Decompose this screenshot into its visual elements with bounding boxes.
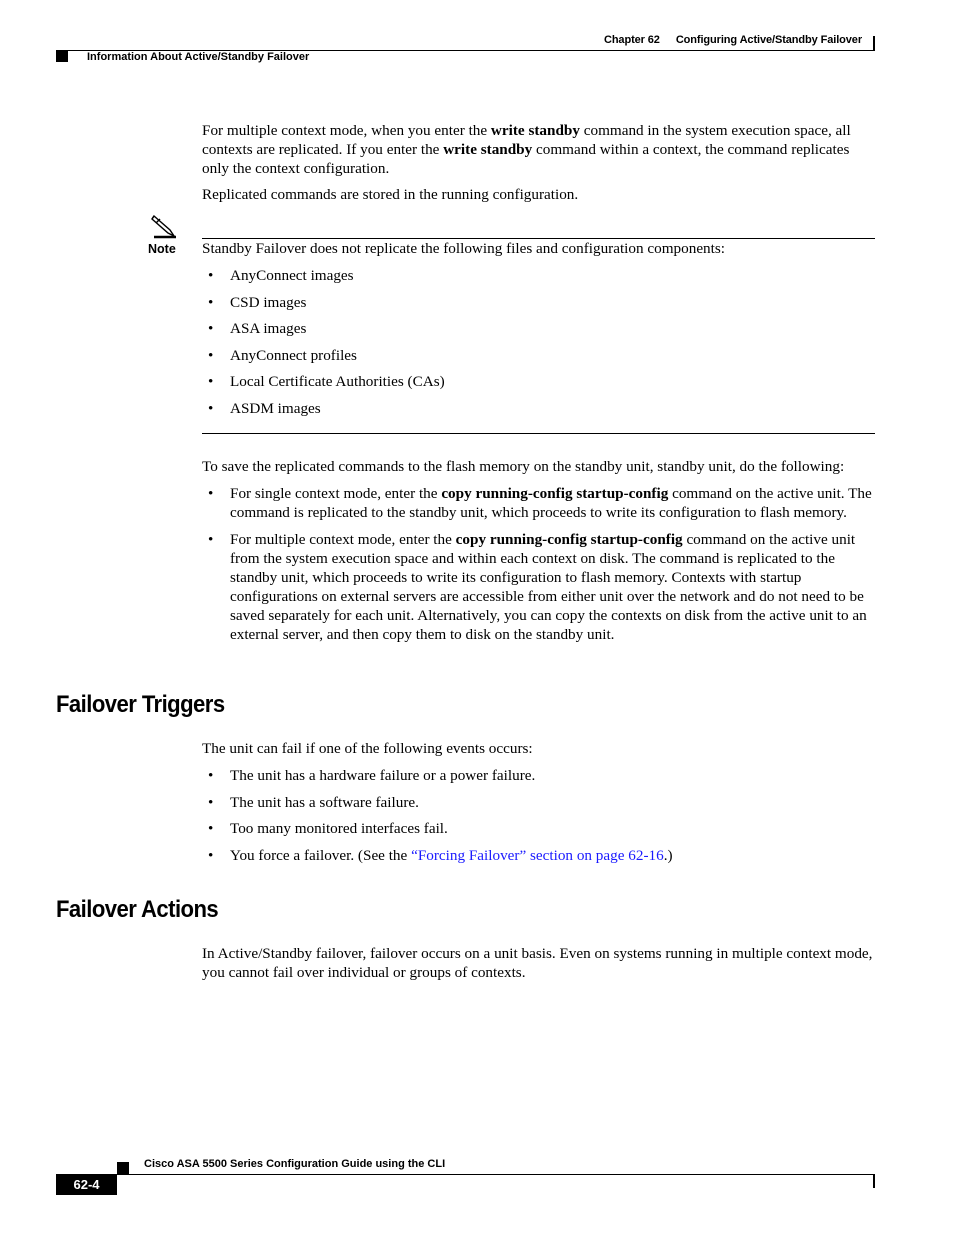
command: write standby <box>490 122 580 139</box>
item-text: The unit has a hardware failure or a power failure. <box>230 767 536 784</box>
text: For single context mode, enter the <box>230 485 442 502</box>
list-item: • ASA images <box>208 320 307 337</box>
triggers-list <box>202 766 875 865</box>
list-item: • Local Certificate Authorities (CAs) <box>208 373 445 390</box>
text: For multiple context mode, enter the <box>230 530 456 548</box>
footer-marker <box>117 1162 129 1174</box>
list-item: • The unit has a hardware failure or a power failure. <box>208 767 536 784</box>
save-list <box>202 484 875 644</box>
chapter-title: Configuring Active/Standby Failover <box>675 34 862 46</box>
item-text: Local Certificate Authorities (CAs) <box>230 373 445 390</box>
list-item: • The unit has a software failure. <box>208 793 419 811</box>
item-text: AnyConnect profiles <box>230 346 357 364</box>
forcing-failover-link[interactable]: “Forcing Failover” section on page 62-16 <box>411 846 664 864</box>
text: command within a context, the command replicates only the context configuration. <box>202 141 850 177</box>
header-marker <box>56 51 68 62</box>
note-text: Standby Failover does not replicate the following files and configuration components: <box>202 240 726 257</box>
command: write standby <box>443 141 533 158</box>
heading-failover-actions: Failover Actions <box>56 896 219 923</box>
pencil-note-icon <box>150 214 178 240</box>
text: command in the system execution space, all contexts are replicated. If you enter the <box>202 122 851 158</box>
footer-rule <box>117 1174 875 1175</box>
item-text: ASA images <box>230 320 307 337</box>
list-item: • ASDM images <box>208 399 321 417</box>
list-item: • CSD images <box>208 293 307 311</box>
item-text: The unit has a software failure. <box>230 793 419 811</box>
replicated-paragraph: Replicated commands are stored in the running configuration. <box>202 186 579 203</box>
heading-failover-triggers: Failover Triggers <box>56 691 225 718</box>
page-number: 62-4 <box>56 1174 117 1195</box>
list-item: • For single context mode, enter the copy running-config startup-config command on the active unit. The command is replicated to the standby unit, which proceeds to write its configuration to flash memory. <box>208 485 872 521</box>
item-text: ASDM images <box>230 399 321 417</box>
item-text: AnyConnect images <box>230 267 354 284</box>
text: command on the active unit. The command is replicated to the standby unit, which proceeds to write its configuration to flash memory. <box>230 485 872 521</box>
chapter-number: Chapter 62 <box>603 34 660 46</box>
note-label: Note <box>148 242 176 256</box>
guide-title: Cisco ASA 5500 Series Configuration Guide using the CLI <box>144 1158 446 1170</box>
text: command on the active unit from the system execution space and within each context on disk. The command is replicated to the standby unit, which proceeds to write its configuration to flash memory. Contexts with startup configurations on external servers are accessible from either unit over the network and do not need to be saved separately for each unit. Alternatively, you can copy the contexts on disk from the active unit to an external server, and then copy them to disk on the standby unit. <box>230 530 867 643</box>
command: copy running-config startup-config <box>441 485 669 502</box>
actions-paragraph: In Active/Standby failover, failover occurs on a unit basis. Even on systems running in multiple context mode, you cannot fail over individual or groups of contexts. <box>202 945 873 981</box>
save-intro: To save the replicated commands to the flash memory on the standby unit, standby unit, do the following: <box>202 458 845 475</box>
footer-bar <box>873 1175 875 1188</box>
list-item: • Too many monitored interfaces fail. <box>208 820 448 837</box>
note-list <box>202 266 875 418</box>
text: For multiple context mode, when you enter the <box>202 122 491 139</box>
text: You force a failover. (See the <box>230 846 412 864</box>
intro-paragraph <box>202 121 875 178</box>
triggers-intro: The unit can fail if one of the following events occurs: <box>202 740 533 757</box>
list-item: • For multiple context mode, enter the copy running-config startup-config command on the active unit from the system execution space and within each context on disk. The command is replicated to the standby unit, which proceeds to write its configuration to flash memory. Contexts with startup configurations on external servers are accessible from either unit over the network and do not need to be saved separately for each unit. Alternatively, you can copy the contexts on disk from the active unit to an external server, and then copy them to disk on the standby unit. <box>208 530 867 643</box>
note-bottom-rule <box>202 433 875 434</box>
header-bar <box>873 36 875 50</box>
command: copy running-config startup-config <box>455 530 683 548</box>
item-text: CSD images <box>230 293 307 311</box>
text: .) <box>663 846 673 864</box>
list-item: • You force a failover. (See the “Forcing Failover” section on page 62-16.) <box>208 846 673 864</box>
section-title: Information About Active/Standby Failover <box>87 51 310 63</box>
list-item: • AnyConnect images <box>208 267 354 284</box>
list-item: • AnyConnect profiles <box>208 346 357 364</box>
item-text: Too many monitored interfaces fail. <box>230 820 448 837</box>
running-header <box>604 34 862 46</box>
